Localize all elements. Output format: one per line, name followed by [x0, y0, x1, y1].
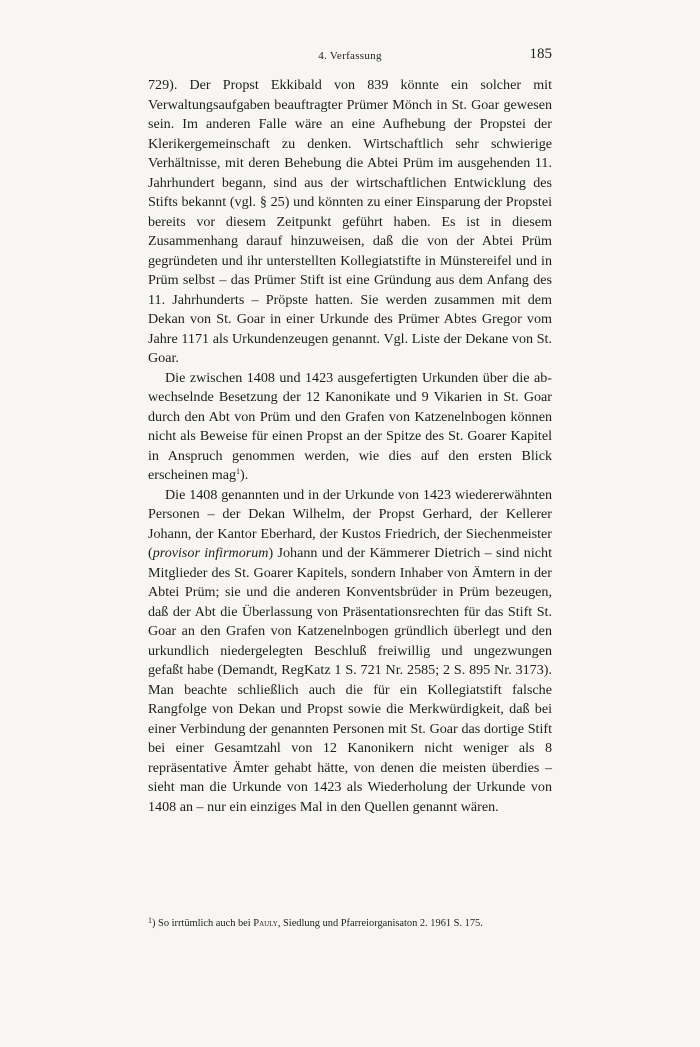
text-run: Die zwischen 1408 und 1423 ausgefertigten Urkunden über die abwechselnde Besetzung der 12 Kanonikate und 9 Vikarien in St. Goar durch den Abt von Prüm und den Grafen von Katzenelnbogen können nicht als Beweise für einen Propst an der Spitze des St. Goarer Kapitel in Anspruch genommen werden, wie dies auf den ersten Blick erscheinen mag [148, 369, 552, 483]
paragraph [148, 76, 552, 369]
running-head [148, 44, 552, 68]
paragraph [148, 486, 552, 818]
text-run: , Siedlung und Pfarreiorganisaton 2. 1961 S. 175. [277, 918, 483, 929]
section-title: 4. Verfassung [318, 50, 382, 62]
text-run: Pauly [253, 918, 278, 929]
footnote [148, 914, 568, 931]
paragraph [148, 369, 552, 486]
text-run: Die 1408 genannten und in der Urkunde von 1423 wiedererwähnten Personen – der Dekan Wilhelm, der Propst Gerhard, der Kellerer Johann, der Kantor Eberhard, der Kustos Friedrich, der Siechenmeister ( [148, 486, 552, 561]
page-number: 185 [529, 46, 552, 62]
text-run: ) Johann und der Kämmerer Dietrich – sind nicht Mitglieder des St. Goarer Kapitels, sondern Inhaber von Ämtern in der Abtei Prüm; sie und die anderen Konventsbrüder in Prüm bezeugen, daß der Abt die Überlassung von Präsentationsrechten für das Stift St. Goar an den Grafen von Katzenelnbogen gründlich überlegt und den urkundlich niedergelegten Beschluß freiwillig und ungezwungen gefaßt habe (Demandt, RegKatz 1 S. 721 Nr. 2585; 2 S. 895 Nr. 3173). Man beachte schließlich auch die für ein Kollegiatstift falsche Rangfolge von Dekan und Propst sowie die Merkwürdigkeit, daß bei einer Verbindung der genannten Personen mit St. Goar das dortige Stift bei einer Gesamtzahl von 12 Kanonikern nicht weniger als 8 repräsentative Ämter gehabt hätte, von denen die meisten überdies – sieht man die Urkunde von 1423 als Wiederholung der Urkunde von 1408 an – nur ein einziges Mal in den Quellen genannt wären. [148, 545, 552, 815]
footnote-text [152, 918, 483, 929]
footnote-mark: 1 [148, 916, 152, 925]
text-run: ). [240, 467, 249, 483]
footnote-reference: 1 [236, 467, 241, 476]
text-run: provisor infirmorum [152, 545, 269, 561]
text-run: 729). Der Propst Ekkibald von 839 könnte ein solcher mit Verwaltungsaufgaben beauftragter Prümer Mönch in St. Goar gewesen sein. Im anderen Falle wäre an eine Aufhebung der Propstei der Klerikergemeinschaft zu denken. Wirtschaftlich sehr schwierige Verhältnisse, mit deren Behebung die Abtei Prüm im ausgehenden 11. Jahrhundert begann, sind aus der wirtschaftlichen Entwicklung des Stifts bekannt (vgl. § 25) und könnten zu einer Einsparung der Propstei bereits vor diesem Zeitpunkt geführt haben. Es ist in diesem Zusammenhang darauf hinzuweisen, daß die von der Abtei Prüm gegründeten und ihr unterstellten Kollegiatstifte in Münstereifel und in Prüm selbst – das Prümer Stift ist eine Gründung aus dem Anfang des 11. Jahrhunderts – Pröpste hatten. Sie werden zusammen mit dem Dekan von St. Goar in einer Urkunde des Prümer Abtes Gregor vom Jahre 1171 als Urkundenzeugen genannt. Vgl. Liste der Dekane von St. Goar. [148, 77, 552, 366]
body-text [148, 76, 552, 817]
text-run: ) So irrtümlich auch bei [152, 918, 254, 929]
